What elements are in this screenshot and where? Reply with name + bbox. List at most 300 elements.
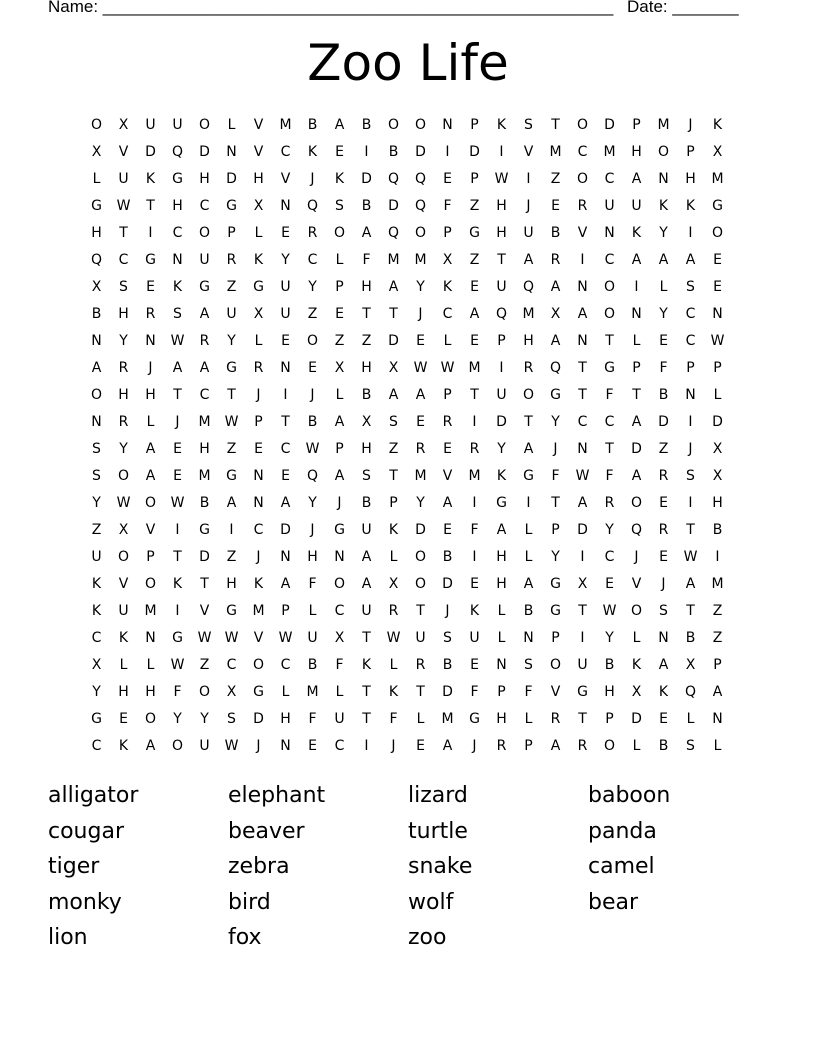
grid-letter: K: [118, 738, 129, 754]
grid-letter: A: [469, 306, 480, 322]
grid-letter: L: [119, 657, 128, 673]
grid-letter: B: [361, 117, 372, 133]
grid-letter: L: [713, 387, 722, 403]
grid-letter: I: [472, 414, 477, 430]
grid-letter: F: [470, 522, 479, 538]
grid-letter: T: [470, 387, 479, 403]
grid-letter: U: [199, 738, 210, 754]
grid-letter: F: [524, 684, 533, 700]
grid-letter: D: [415, 522, 426, 538]
grid-letter: Z: [550, 171, 561, 187]
grid-letter: T: [632, 387, 641, 403]
grid-letter: X: [388, 576, 399, 592]
grid-letter: W: [494, 171, 509, 187]
grid-letter: X: [334, 360, 345, 376]
grid-letter: T: [119, 225, 128, 241]
grid-letter: G: [334, 522, 345, 538]
grid-letter: P: [713, 657, 722, 673]
grid-letter: J: [256, 387, 261, 403]
grid-letter: K: [496, 117, 507, 133]
grid-letter: G: [469, 225, 480, 241]
grid-letter: C: [226, 657, 237, 673]
grid-letter: V: [118, 144, 129, 160]
grid-letter: Z: [226, 279, 237, 295]
grid-letter: Z: [199, 657, 210, 673]
grid-letter: T: [524, 414, 533, 430]
grid-letter: F: [389, 711, 398, 727]
grid-letter: P: [551, 630, 560, 646]
grid-letter: O: [90, 117, 103, 133]
grid-letter: O: [522, 387, 535, 403]
grid-letter: S: [173, 306, 182, 322]
grid-letter: A: [631, 252, 642, 268]
grid-letter: V: [577, 225, 588, 241]
grid-letter: D: [442, 576, 453, 592]
grid-letter: G: [253, 279, 264, 295]
grid-letter: T: [578, 387, 587, 403]
grid-letter: A: [658, 657, 669, 673]
grid-letter: E: [416, 414, 425, 430]
grid-letter: I: [580, 549, 585, 565]
grid-letter: O: [198, 225, 211, 241]
grid-letter: A: [442, 738, 453, 754]
grid-letter: O: [198, 117, 211, 133]
grid-letter: B: [199, 495, 210, 511]
grid-letter: C: [91, 738, 102, 754]
grid-letter: V: [118, 576, 129, 592]
grid-letter: K: [388, 684, 399, 700]
grid-letter: X: [388, 360, 399, 376]
grid-letter: K: [145, 171, 156, 187]
grid-letter: H: [604, 684, 615, 700]
grid-letter: P: [281, 603, 290, 619]
grid-letter: E: [308, 738, 317, 754]
grid-letter: D: [631, 711, 642, 727]
grid-letter: O: [144, 576, 157, 592]
grid-letter: L: [146, 657, 155, 673]
grid-letter: N: [253, 495, 264, 511]
grid-letter: T: [146, 198, 155, 214]
grid-letter: H: [496, 198, 507, 214]
grid-letter: J: [310, 171, 315, 187]
grid-letter: S: [686, 738, 695, 754]
grid-letter: W: [710, 333, 725, 349]
grid-letter: Y: [173, 711, 182, 727]
grid-letter: D: [226, 171, 237, 187]
grid-letter: M: [279, 117, 292, 133]
grid-letter: G: [91, 198, 102, 214]
grid-letter: Z: [334, 333, 345, 349]
grid-letter: O: [603, 738, 616, 754]
grid-letter: E: [659, 549, 668, 565]
grid-letter: K: [118, 630, 129, 646]
grid-letter: L: [443, 333, 452, 349]
grid-letter: D: [631, 441, 642, 457]
puzzle-title: Zoo Life: [307, 34, 509, 92]
grid-letter: K: [658, 684, 669, 700]
grid-letter: B: [361, 495, 372, 511]
grid-letter: I: [580, 252, 585, 268]
grid-letter: Z: [469, 252, 480, 268]
word-list-item: baboon: [588, 783, 671, 808]
grid-letter: Q: [630, 522, 643, 538]
grid-letter: Q: [414, 171, 427, 187]
grid-letter: A: [361, 549, 372, 565]
grid-letter: Z: [388, 441, 399, 457]
grid-letter: N: [712, 306, 723, 322]
grid-letter: T: [362, 684, 371, 700]
grid-letter: J: [418, 306, 423, 322]
word-list-item: bird: [228, 889, 271, 915]
date-field-label: Date: _______: [627, 0, 739, 16]
grid-letter: Q: [495, 306, 508, 322]
grid-letter: R: [118, 414, 129, 430]
grid-letter: V: [550, 684, 561, 700]
grid-letter: X: [631, 684, 642, 700]
grid-letter: W: [683, 549, 698, 565]
grid-letter: N: [712, 711, 723, 727]
grid-letter: Z: [712, 603, 723, 619]
grid-letter: O: [711, 225, 724, 241]
grid-letter: V: [442, 468, 453, 484]
grid-letter: X: [361, 414, 372, 430]
grid-letter: H: [145, 684, 156, 700]
grid-letter: A: [199, 360, 210, 376]
grid-letter: S: [92, 468, 101, 484]
grid-letter: M: [414, 468, 427, 484]
grid-letter: G: [199, 279, 210, 295]
grid-letter: G: [496, 495, 507, 511]
grid-letter: C: [577, 144, 588, 160]
grid-letter: A: [658, 252, 669, 268]
grid-letter: W: [170, 333, 185, 349]
grid-letter: J: [256, 738, 261, 754]
grid-letter: C: [172, 225, 183, 241]
grid-letter: A: [415, 387, 426, 403]
grid-letter: P: [146, 549, 155, 565]
grid-letter: M: [252, 603, 265, 619]
grid-letter: A: [145, 441, 156, 457]
grid-letter: L: [632, 738, 641, 754]
grid-letter: U: [469, 630, 480, 646]
grid-letter: R: [577, 198, 588, 214]
grid-letter: Y: [605, 630, 614, 646]
grid-letter: W: [305, 441, 320, 457]
grid-letter: U: [496, 279, 507, 295]
grid-letter: U: [334, 711, 345, 727]
grid-letter: W: [170, 657, 185, 673]
grid-letter: X: [334, 630, 345, 646]
grid-letter: P: [686, 360, 695, 376]
grid-letter: A: [685, 576, 696, 592]
grid-letter: I: [472, 549, 477, 565]
grid-letter: J: [310, 522, 315, 538]
grid-letter: E: [443, 171, 452, 187]
grid-letter: K: [631, 225, 642, 241]
grid-letter: R: [199, 333, 210, 349]
grid-letter: I: [499, 360, 504, 376]
grid-letter: M: [549, 144, 562, 160]
grid-letter: I: [229, 522, 234, 538]
grid-letter: Q: [387, 225, 400, 241]
grid-letter: C: [280, 144, 291, 160]
grid-letter: T: [389, 468, 398, 484]
grid-letter: T: [605, 441, 614, 457]
grid-letter: P: [443, 225, 452, 241]
grid-letter: T: [362, 306, 371, 322]
grid-letter: N: [685, 387, 696, 403]
grid-letter: S: [524, 657, 533, 673]
grid-letter: U: [280, 279, 291, 295]
grid-letter: O: [603, 279, 616, 295]
grid-letter: B: [91, 306, 102, 322]
grid-letter: G: [253, 684, 264, 700]
grid-letter: H: [145, 387, 156, 403]
grid-letter: D: [415, 144, 426, 160]
grid-letter: B: [523, 603, 534, 619]
grid-letter: E: [416, 738, 425, 754]
grid-letter: F: [308, 576, 317, 592]
grid-letter: Y: [659, 225, 668, 241]
grid-letter: T: [200, 576, 209, 592]
grid-letter: W: [602, 603, 617, 619]
word-list-item: monky: [48, 889, 122, 915]
word-list-item: panda: [588, 818, 657, 844]
grid-letter: D: [658, 414, 669, 430]
grid-letter: Q: [171, 144, 184, 160]
grid-letter: I: [148, 225, 153, 241]
grid-letter: U: [361, 522, 372, 538]
grid-letter: E: [659, 333, 668, 349]
grid-letter: A: [388, 387, 399, 403]
grid-letter: L: [632, 333, 641, 349]
grid-letter: S: [659, 603, 668, 619]
grid-letter: D: [442, 684, 453, 700]
grid-letter: M: [603, 144, 616, 160]
grid-letter: K: [253, 252, 264, 268]
grid-letter: G: [226, 468, 237, 484]
grid-letter: E: [308, 360, 317, 376]
grid-letter: G: [172, 630, 183, 646]
grid-letter: M: [441, 711, 454, 727]
grid-letter: O: [630, 603, 643, 619]
grid-letter: L: [497, 603, 506, 619]
grid-letter: O: [171, 738, 184, 754]
grid-letter: I: [526, 171, 531, 187]
grid-letter: Z: [469, 198, 480, 214]
grid-letter: N: [523, 630, 534, 646]
grid-letter: A: [334, 468, 345, 484]
grid-letter: A: [523, 441, 534, 457]
grid-letter: Z: [307, 306, 318, 322]
grid-letter: H: [631, 144, 642, 160]
grid-letter: L: [497, 630, 506, 646]
grid-letter: T: [281, 414, 290, 430]
grid-letter: O: [306, 333, 319, 349]
grid-letter: K: [172, 279, 183, 295]
grid-letter: V: [631, 576, 642, 592]
grid-letter: S: [92, 441, 101, 457]
grid-letter: F: [335, 657, 344, 673]
grid-letter: V: [280, 171, 291, 187]
grid-letter: S: [686, 279, 695, 295]
grid-letter: I: [364, 144, 369, 160]
grid-letter: V: [253, 117, 264, 133]
grid-letter: A: [145, 738, 156, 754]
grid-letter: P: [497, 333, 506, 349]
grid-letter: L: [416, 711, 425, 727]
grid-letter: X: [91, 657, 102, 673]
grid-letter: P: [551, 522, 560, 538]
grid-letter: K: [91, 576, 102, 592]
grid-letter: V: [253, 630, 264, 646]
word-list-item: beaver: [228, 818, 305, 844]
grid-letter: H: [226, 576, 237, 592]
grid-letter: B: [658, 387, 669, 403]
grid-letter: I: [526, 495, 531, 511]
grid-letter: A: [550, 333, 561, 349]
grid-letter: O: [90, 387, 103, 403]
grid-letter: A: [334, 414, 345, 430]
grid-letter: F: [659, 360, 668, 376]
grid-letter: S: [443, 630, 452, 646]
grid-letter: D: [361, 171, 372, 187]
grid-letter: M: [387, 252, 400, 268]
grid-letter: M: [198, 414, 211, 430]
grid-letter: P: [470, 117, 479, 133]
grid-letter: F: [551, 468, 560, 484]
grid-letter: L: [308, 603, 317, 619]
grid-letter: P: [470, 171, 479, 187]
grid-letter: U: [361, 603, 372, 619]
grid-letter: M: [198, 468, 211, 484]
grid-letter: D: [199, 144, 210, 160]
grid-letter: U: [523, 225, 534, 241]
grid-letter: L: [659, 279, 668, 295]
grid-letter: H: [712, 495, 723, 511]
grid-letter: L: [524, 711, 533, 727]
grid-letter: E: [443, 441, 452, 457]
word-list-item: lizard: [408, 783, 468, 808]
grid-letter: P: [713, 360, 722, 376]
grid-letter: T: [173, 387, 182, 403]
grid-letter: J: [526, 198, 531, 214]
grid-letter: R: [253, 360, 264, 376]
grid-letter: O: [198, 684, 211, 700]
grid-letter: Z: [712, 630, 723, 646]
grid-letter: O: [549, 657, 562, 673]
grid-letter: T: [578, 603, 587, 619]
grid-letter: O: [414, 549, 427, 565]
grid-letter: K: [91, 603, 102, 619]
grid-letter: P: [497, 684, 506, 700]
grid-letter: D: [604, 117, 615, 133]
grid-letter: H: [496, 549, 507, 565]
grid-letter: A: [172, 360, 183, 376]
grid-letter: R: [658, 522, 669, 538]
grid-letter: Q: [306, 468, 319, 484]
grid-letter: E: [605, 576, 614, 592]
grid-letter: V: [253, 144, 264, 160]
grid-letter: D: [388, 333, 399, 349]
word-list-item: turtle: [408, 818, 468, 844]
grid-letter: H: [361, 360, 372, 376]
grid-letter: W: [224, 630, 239, 646]
grid-letter: X: [685, 657, 696, 673]
grid-letter: C: [199, 198, 210, 214]
grid-letter: A: [226, 495, 237, 511]
grid-letter: G: [469, 711, 480, 727]
grid-letter: E: [173, 468, 182, 484]
grid-letter: E: [713, 279, 722, 295]
grid-letter: A: [577, 306, 588, 322]
grid-letter: T: [389, 306, 398, 322]
grid-letter: N: [280, 549, 291, 565]
grid-letter: C: [91, 630, 102, 646]
grid-letter: L: [281, 684, 290, 700]
grid-letter: U: [118, 171, 129, 187]
grid-letter: U: [226, 306, 237, 322]
grid-letter: G: [226, 360, 237, 376]
grid-letter: I: [445, 144, 450, 160]
word-list-item: zoo: [408, 925, 447, 951]
grid-letter: X: [712, 441, 723, 457]
grid-letter: L: [389, 657, 398, 673]
grid-letter: H: [199, 171, 210, 187]
grid-letter: N: [280, 198, 291, 214]
grid-letter: A: [496, 522, 507, 538]
word-list-item: wolf: [408, 889, 454, 915]
grid-letter: W: [224, 414, 239, 430]
grid-letter: L: [92, 171, 101, 187]
grid-letter: D: [199, 549, 210, 565]
grid-letter: A: [280, 576, 291, 592]
word-list-item: snake: [408, 854, 473, 880]
grid-letter: O: [414, 117, 427, 133]
grid-letter: I: [580, 630, 585, 646]
grid-letter: S: [389, 414, 398, 430]
grid-letter: W: [224, 738, 239, 754]
grid-letter: S: [686, 468, 695, 484]
grid-letter: L: [686, 711, 695, 727]
grid-letter: S: [524, 117, 533, 133]
grid-letter: H: [361, 279, 372, 295]
grid-letter: D: [280, 522, 291, 538]
grid-letter: R: [523, 360, 534, 376]
grid-letter: J: [688, 441, 693, 457]
grid-letter: K: [172, 576, 183, 592]
grid-letter: Y: [281, 252, 290, 268]
grid-letter: T: [362, 711, 371, 727]
grid-letter: Q: [549, 360, 562, 376]
grid-letter: W: [413, 360, 428, 376]
grid-letter: J: [256, 549, 261, 565]
grid-letter: E: [470, 576, 479, 592]
grid-letter: K: [442, 279, 453, 295]
grid-letter: G: [550, 387, 561, 403]
grid-letter: R: [658, 468, 669, 484]
grid-letter: M: [711, 171, 724, 187]
word-list-item: camel: [588, 854, 655, 880]
grid-letter: P: [335, 279, 344, 295]
grid-letter: J: [661, 576, 666, 592]
grid-letter: M: [144, 603, 157, 619]
grid-letter: Y: [416, 279, 425, 295]
grid-letter: T: [605, 333, 614, 349]
grid-letter: M: [414, 252, 427, 268]
grid-letter: T: [686, 603, 695, 619]
grid-letter: A: [361, 225, 372, 241]
